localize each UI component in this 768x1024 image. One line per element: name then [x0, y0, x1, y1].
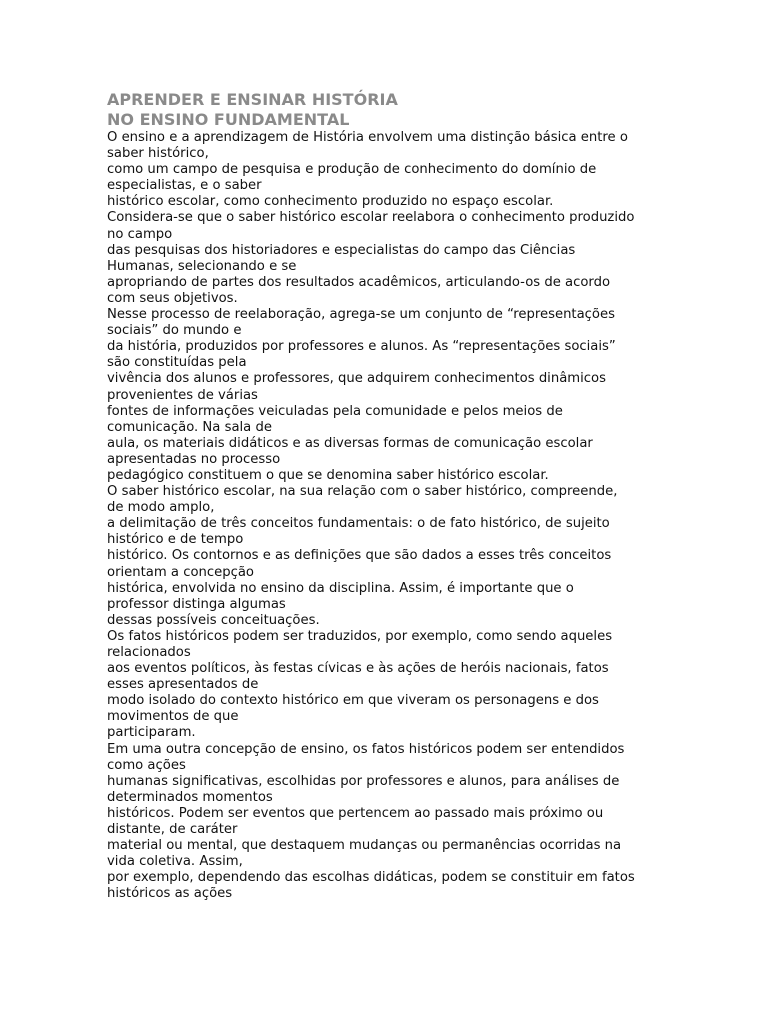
title-line: APRENDER E ENSINAR HISTÓRIA	[107, 90, 398, 109]
body-line: Os fatos históricos podem ser traduzidos, por exemplo, como sendo aqueles	[107, 628, 613, 644]
body-line: pedagógico constituem o que se denomina saber histórico escolar.	[107, 467, 549, 483]
body-line: apresentadas no processo	[107, 451, 281, 467]
body-line: Nesse processo de reelaboração, agrega-se um conjunto de “representações	[107, 307, 615, 323]
document-page	[107, 90, 667, 903]
body-line: sociais” do mundo e	[107, 323, 242, 339]
body-line: históricos as ações	[107, 886, 233, 902]
body-line: vivência dos alunos e professores, que adquirem conhecimentos dinâmicos	[107, 371, 606, 387]
body-line: como ações	[107, 757, 186, 773]
body-line: Em uma outra concepção de ensino, os fatos históricos podem ser entendidos	[107, 741, 625, 757]
body-line: da história, produzidos por professores e alunos. As “representações sociais”	[107, 339, 616, 355]
body-line: movimentos de que	[107, 709, 239, 725]
body-line: histórico. Os contornos e as definições que são dados a esses três conceitos	[107, 548, 612, 564]
body-line: distante, de caráter	[107, 822, 238, 838]
body-line: fontes de informações veiculadas pela comunidade e pelos meios de	[107, 403, 563, 419]
body-line: determinados momentos	[107, 789, 273, 805]
body-line: modo isolado do contexto histórico em que viveram os personagens e dos	[107, 693, 599, 709]
body-line: participaram.	[107, 725, 196, 741]
body-line: relacionados	[107, 645, 191, 660]
body-line: dessas possíveis conceituações.	[107, 612, 320, 628]
body-line: são constituídas pela	[107, 355, 247, 371]
body-line: aos eventos políticos, às festas cívicas e às ações de heróis nacionais, fatos	[107, 661, 609, 677]
body-line: especialistas, e o saber	[107, 178, 262, 194]
body-line: provenientes de várias	[107, 387, 258, 403]
body-line: como um campo de pesquisa e produção de conhecimento do domínio de	[107, 162, 597, 178]
title-line: NO ENSINO FUNDAMENTAL	[107, 110, 350, 129]
body-line: esses apresentados de	[107, 677, 259, 693]
body-line: a delimitação de três conceitos fundamentais: o de fato histórico, de sujeito	[107, 516, 610, 532]
body-line: com seus objetivos.	[107, 290, 238, 306]
body-line: no campo	[107, 226, 173, 242]
body-line: por exemplo, dependendo das escolhas didáticas, podem se constituir em fatos	[107, 870, 635, 886]
body-line: histórico e de tempo	[107, 532, 244, 548]
body-line: das pesquisas dos historiadores e especialistas do campo das Ciências	[107, 242, 576, 258]
body-line: Considera-se que o saber histórico escolar reelabora o conhecimento produzido	[107, 210, 635, 226]
body-line: humanas significativas, escolhidas por professores e alunos, para análises de	[107, 773, 620, 789]
body-line: histórico escolar, como conhecimento produzido no espaço escolar.	[107, 194, 554, 210]
body-line: comunicação. Na sala de	[107, 419, 272, 435]
body-line: vida coletiva. Assim,	[107, 854, 243, 870]
body-line: Humanas, selecionando e se	[107, 258, 297, 274]
document-body	[107, 130, 667, 903]
body-line: históricos. Podem ser eventos que pertencem ao passado mais próximo ou	[107, 805, 604, 821]
body-line: orientam a concepção	[107, 564, 255, 580]
body-line: aula, os materiais didáticos e as diversas formas de comunicação escolar	[107, 435, 593, 451]
body-line: de modo amplo,	[107, 500, 215, 516]
document-title	[107, 90, 667, 130]
body-line: professor distinga algumas	[107, 596, 286, 612]
body-line: saber histórico,	[107, 146, 209, 162]
body-line: material ou mental, que destaquem mudanças ou permanências ocorridas na	[107, 838, 622, 854]
body-line: apropriando de partes dos resultados acadêmicos, articulando-os de acordo	[107, 274, 611, 290]
body-line: O saber histórico escolar, na sua relação com o saber histórico, compreende,	[107, 484, 618, 500]
body-line: histórica, envolvida no ensino da disciplina. Assim, é importante que o	[107, 580, 574, 596]
body-line: O ensino e a aprendizagem de História envolvem uma distinção básica entre o	[107, 130, 628, 145]
